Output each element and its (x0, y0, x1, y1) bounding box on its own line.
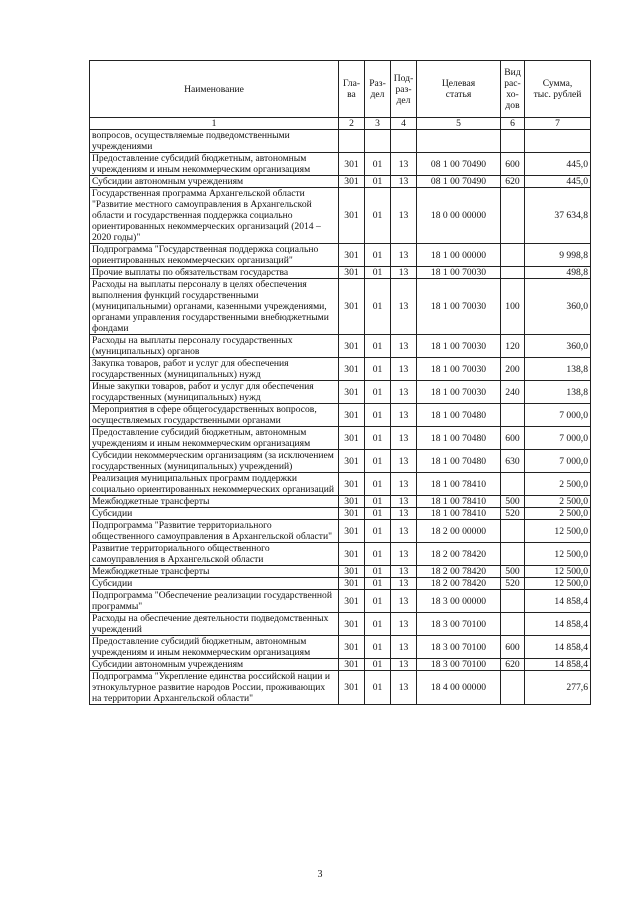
row-target-article (417, 130, 501, 153)
table-row (90, 520, 591, 543)
row-expense-type (501, 590, 525, 613)
table-row (90, 404, 591, 427)
row-glava: 301 (339, 427, 365, 450)
table-row (90, 358, 591, 381)
row-glava: 301 (339, 613, 365, 636)
row-amount: 14 858,4 (525, 613, 591, 636)
row-razdel: 01 (365, 496, 391, 508)
table-row (90, 176, 591, 188)
row-razdel: 01 (365, 508, 391, 520)
row-name: Реализация муниципальных программ поддержки социально ориентированных некоммерческих организаций (90, 473, 339, 496)
row-target-article: 08 1 00 70490 (417, 153, 501, 176)
row-podrazdel: 13 (391, 613, 417, 636)
row-amount: 138,8 (525, 358, 591, 381)
row-expense-type (501, 543, 525, 566)
row-name: Субсидии (90, 508, 339, 520)
row-expense-type: 600 (501, 636, 525, 659)
row-name: Субсидии автономным учреждениям (90, 176, 339, 188)
header-razdel: Раз- дел (365, 61, 391, 118)
header-glava: Гла- ва (339, 61, 365, 118)
table-row (90, 613, 591, 636)
row-expense-type: 630 (501, 450, 525, 473)
table-row (90, 381, 591, 404)
table-row (90, 543, 591, 566)
row-name: Расходы на обеспечение деятельности подведомственных учреждений (90, 613, 339, 636)
row-razdel: 01 (365, 335, 391, 358)
row-amount: 138,8 (525, 381, 591, 404)
row-glava: 301 (339, 267, 365, 279)
row-name: Предоставление субсидий бюджетным, автономным учреждениям и иным некоммерческим организациям (90, 427, 339, 450)
table-row (90, 244, 591, 267)
row-glava: 301 (339, 153, 365, 176)
row-razdel: 01 (365, 381, 391, 404)
row-expense-type (501, 520, 525, 543)
table-row (90, 188, 591, 244)
row-podrazdel: 13 (391, 578, 417, 590)
row-razdel: 01 (365, 473, 391, 496)
column-number: 1 (90, 118, 339, 130)
row-expense-type: 240 (501, 381, 525, 404)
header-row (90, 61, 591, 118)
row-name: Межбюджетные трансферты (90, 566, 339, 578)
row-name: Субсидии автономным учреждениям (90, 659, 339, 671)
row-razdel: 01 (365, 404, 391, 427)
row-razdel: 01 (365, 279, 391, 335)
row-amount: 498,8 (525, 267, 591, 279)
row-amount: 445,0 (525, 176, 591, 188)
row-target-article: 08 1 00 70490 (417, 176, 501, 188)
row-razdel: 01 (365, 659, 391, 671)
row-expense-type: 600 (501, 153, 525, 176)
table-row (90, 636, 591, 659)
column-number: 7 (525, 118, 591, 130)
row-podrazdel: 13 (391, 520, 417, 543)
row-glava: 301 (339, 496, 365, 508)
row-glava: 301 (339, 450, 365, 473)
row-podrazdel: 13 (391, 590, 417, 613)
row-glava: 301 (339, 520, 365, 543)
row-amount: 9 998,8 (525, 244, 591, 267)
row-target-article: 18 4 00 00000 (417, 671, 501, 705)
table-row (90, 335, 591, 358)
row-amount: 7 000,0 (525, 450, 591, 473)
row-amount: 14 858,4 (525, 590, 591, 613)
table-row (90, 508, 591, 520)
row-target-article: 18 3 00 00000 (417, 590, 501, 613)
row-amount: 2 500,0 (525, 508, 591, 520)
row-podrazdel: 13 (391, 188, 417, 244)
row-expense-type: 500 (501, 566, 525, 578)
row-target-article: 18 2 00 78420 (417, 566, 501, 578)
column-number: 2 (339, 118, 365, 130)
table-row (90, 590, 591, 613)
header-vid: Вид рас- хо- дов (501, 61, 525, 118)
row-podrazdel: 13 (391, 279, 417, 335)
row-expense-type: 600 (501, 427, 525, 450)
row-glava: 301 (339, 566, 365, 578)
row-name: Подпрограмма "Обеспечение реализации государственной программы" (90, 590, 339, 613)
row-amount: 7 000,0 (525, 427, 591, 450)
column-number: 4 (391, 118, 417, 130)
table-row (90, 130, 591, 153)
row-amount: 12 500,0 (525, 566, 591, 578)
header-summa: Сумма, тыс. рублей (525, 61, 591, 118)
table-row (90, 671, 591, 705)
row-amount: 445,0 (525, 153, 591, 176)
row-amount: 277,6 (525, 671, 591, 705)
row-expense-type (501, 613, 525, 636)
column-number: 3 (365, 118, 391, 130)
row-razdel: 01 (365, 450, 391, 473)
row-glava: 301 (339, 176, 365, 188)
row-expense-type: 500 (501, 496, 525, 508)
row-expense-type: 620 (501, 659, 525, 671)
row-glava: 301 (339, 590, 365, 613)
row-target-article: 18 1 00 70030 (417, 267, 501, 279)
row-name: Государственная программа Архангельской области "Развитие местного самоуправления в Архангельской области и государственная поддержка социально ориентированных некоммерческих организаций (2014 – 2020 годы)" (90, 188, 339, 244)
row-razdel: 01 (365, 427, 391, 450)
row-glava: 301 (339, 358, 365, 381)
row-razdel: 01 (365, 153, 391, 176)
table-row (90, 267, 591, 279)
row-razdel: 01 (365, 543, 391, 566)
row-target-article: 18 1 00 70480 (417, 404, 501, 427)
row-name: Расходы на выплаты персоналу в целях обеспечения выполнения функций государственными (муниципальными) органами, казенными учреждениями, органами управления государственными внебюджетными фондами (90, 279, 339, 335)
row-razdel: 01 (365, 267, 391, 279)
row-amount: 360,0 (525, 335, 591, 358)
row-target-article: 18 2 00 78420 (417, 543, 501, 566)
row-podrazdel: 13 (391, 450, 417, 473)
row-target-article: 18 1 00 00000 (417, 244, 501, 267)
row-razdel: 01 (365, 636, 391, 659)
row-podrazdel: 13 (391, 244, 417, 267)
row-amount: 12 500,0 (525, 520, 591, 543)
row-name: Межбюджетные трансферты (90, 496, 339, 508)
row-podrazdel: 13 (391, 404, 417, 427)
row-name: Иные закупки товаров, работ и услуг для обеспечения государственных (муниципальных) нужд (90, 381, 339, 404)
row-podrazdel: 13 (391, 543, 417, 566)
table-body (90, 130, 591, 705)
row-razdel: 01 (365, 613, 391, 636)
row-target-article: 18 1 00 70030 (417, 381, 501, 404)
row-amount (525, 130, 591, 153)
row-name: Подпрограмма "Государственная поддержка социально ориентированных некоммерческих организаций" (90, 244, 339, 267)
table-row (90, 659, 591, 671)
row-podrazdel: 13 (391, 659, 417, 671)
row-glava: 301 (339, 578, 365, 590)
row-podrazdel: 13 (391, 566, 417, 578)
row-amount: 360,0 (525, 279, 591, 335)
page-number: 3 (317, 869, 323, 880)
row-amount: 14 858,4 (525, 636, 591, 659)
row-expense-type (501, 404, 525, 427)
row-target-article: 18 1 00 70030 (417, 358, 501, 381)
row-amount: 2 500,0 (525, 473, 591, 496)
table-row (90, 427, 591, 450)
row-target-article: 18 3 00 70100 (417, 613, 501, 636)
row-glava: 301 (339, 473, 365, 496)
row-podrazdel: 13 (391, 636, 417, 659)
row-target-article: 18 2 00 78420 (417, 578, 501, 590)
row-target-article: 18 1 00 70480 (417, 427, 501, 450)
table-row (90, 153, 591, 176)
row-name: Развитие территориального общественного самоуправления в Архангельской области (90, 543, 339, 566)
header-name: Наименование (90, 61, 339, 118)
row-razdel (365, 130, 391, 153)
row-glava: 301 (339, 636, 365, 659)
table-row (90, 279, 591, 335)
row-podrazdel: 13 (391, 473, 417, 496)
row-expense-type (501, 267, 525, 279)
row-podrazdel: 13 (391, 358, 417, 381)
row-razdel: 01 (365, 176, 391, 188)
row-glava: 301 (339, 671, 365, 705)
header-statya: Целевая статья (417, 61, 501, 118)
row-amount: 12 500,0 (525, 543, 591, 566)
row-target-article: 18 0 00 00000 (417, 188, 501, 244)
row-target-article: 18 3 00 70100 (417, 659, 501, 671)
row-glava: 301 (339, 404, 365, 427)
row-target-article: 18 1 00 78410 (417, 508, 501, 520)
row-expense-type: 520 (501, 578, 525, 590)
row-glava (339, 130, 365, 153)
row-razdel: 01 (365, 671, 391, 705)
row-name: Подпрограмма "Развитие территориального общественного самоуправления в Архангельской области" (90, 520, 339, 543)
row-glava: 301 (339, 659, 365, 671)
row-podrazdel: 13 (391, 176, 417, 188)
row-expense-type (501, 671, 525, 705)
table-row (90, 566, 591, 578)
row-name: Расходы на выплаты персоналу государственных (муниципальных) органов (90, 335, 339, 358)
row-amount: 7 000,0 (525, 404, 591, 427)
row-target-article: 18 1 00 70030 (417, 279, 501, 335)
table-row (90, 450, 591, 473)
row-expense-type (501, 244, 525, 267)
row-glava: 301 (339, 244, 365, 267)
row-amount: 2 500,0 (525, 496, 591, 508)
row-expense-type: 520 (501, 508, 525, 520)
column-number: 6 (501, 118, 525, 130)
row-target-article: 18 1 00 78410 (417, 496, 501, 508)
row-glava: 301 (339, 188, 365, 244)
row-glava: 301 (339, 543, 365, 566)
row-expense-type: 100 (501, 279, 525, 335)
table-row (90, 496, 591, 508)
row-expense-type: 620 (501, 176, 525, 188)
row-razdel: 01 (365, 520, 391, 543)
row-glava: 301 (339, 508, 365, 520)
row-target-article: 18 1 00 70480 (417, 450, 501, 473)
column-number-row (90, 118, 591, 130)
row-amount: 12 500,0 (525, 578, 591, 590)
row-razdel: 01 (365, 244, 391, 267)
row-razdel: 01 (365, 578, 391, 590)
row-glava: 301 (339, 381, 365, 404)
row-name: Мероприятия в сфере общегосударственных вопросов, осуществляемых государственными органами (90, 404, 339, 427)
row-expense-type (501, 188, 525, 244)
row-podrazdel: 13 (391, 427, 417, 450)
row-name: Прочие выплаты по обязательствам государства (90, 267, 339, 279)
row-amount: 37 634,8 (525, 188, 591, 244)
row-razdel: 01 (365, 358, 391, 381)
row-glava: 301 (339, 279, 365, 335)
row-podrazdel: 13 (391, 381, 417, 404)
column-number: 5 (417, 118, 501, 130)
row-name: Субсидии некоммерческим организациям (за исключением государственных (муниципальных) учреждений) (90, 450, 339, 473)
row-glava: 301 (339, 335, 365, 358)
row-name: Субсидии (90, 578, 339, 590)
row-podrazdel (391, 130, 417, 153)
row-target-article: 18 1 00 78410 (417, 473, 501, 496)
row-podrazdel: 13 (391, 267, 417, 279)
row-expense-type: 120 (501, 335, 525, 358)
row-podrazdel: 13 (391, 671, 417, 705)
row-razdel: 01 (365, 590, 391, 613)
row-name: Закупка товаров, работ и услуг для обеспечения государственных (муниципальных) нужд (90, 358, 339, 381)
row-target-article: 18 1 00 70030 (417, 335, 501, 358)
row-expense-type (501, 473, 525, 496)
row-amount: 14 858,4 (525, 659, 591, 671)
table-row (90, 473, 591, 496)
row-podrazdel: 13 (391, 496, 417, 508)
row-expense-type: 200 (501, 358, 525, 381)
row-name: Подпрограмма "Укрепление единства российской нации и этнокультурное развитие народов России, проживающих на территории Архангельской области" (90, 671, 339, 705)
row-podrazdel: 13 (391, 335, 417, 358)
row-razdel: 01 (365, 566, 391, 578)
row-podrazdel: 13 (391, 508, 417, 520)
table-row (90, 578, 591, 590)
row-name: Предоставление субсидий бюджетным, автономным учреждениям и иным некоммерческим организациям (90, 636, 339, 659)
row-razdel: 01 (365, 188, 391, 244)
row-expense-type (501, 130, 525, 153)
row-name: Предоставление субсидий бюджетным, автономным учреждениям и иным некоммерческим организациям (90, 153, 339, 176)
row-podrazdel: 13 (391, 153, 417, 176)
budget-table (89, 60, 591, 705)
header-podrazdel: Под- раз- дел (391, 61, 417, 118)
row-name: вопросов, осуществляемые подведомственными учреждениями (90, 130, 339, 153)
row-target-article: 18 2 00 00000 (417, 520, 501, 543)
row-target-article: 18 3 00 70100 (417, 636, 501, 659)
